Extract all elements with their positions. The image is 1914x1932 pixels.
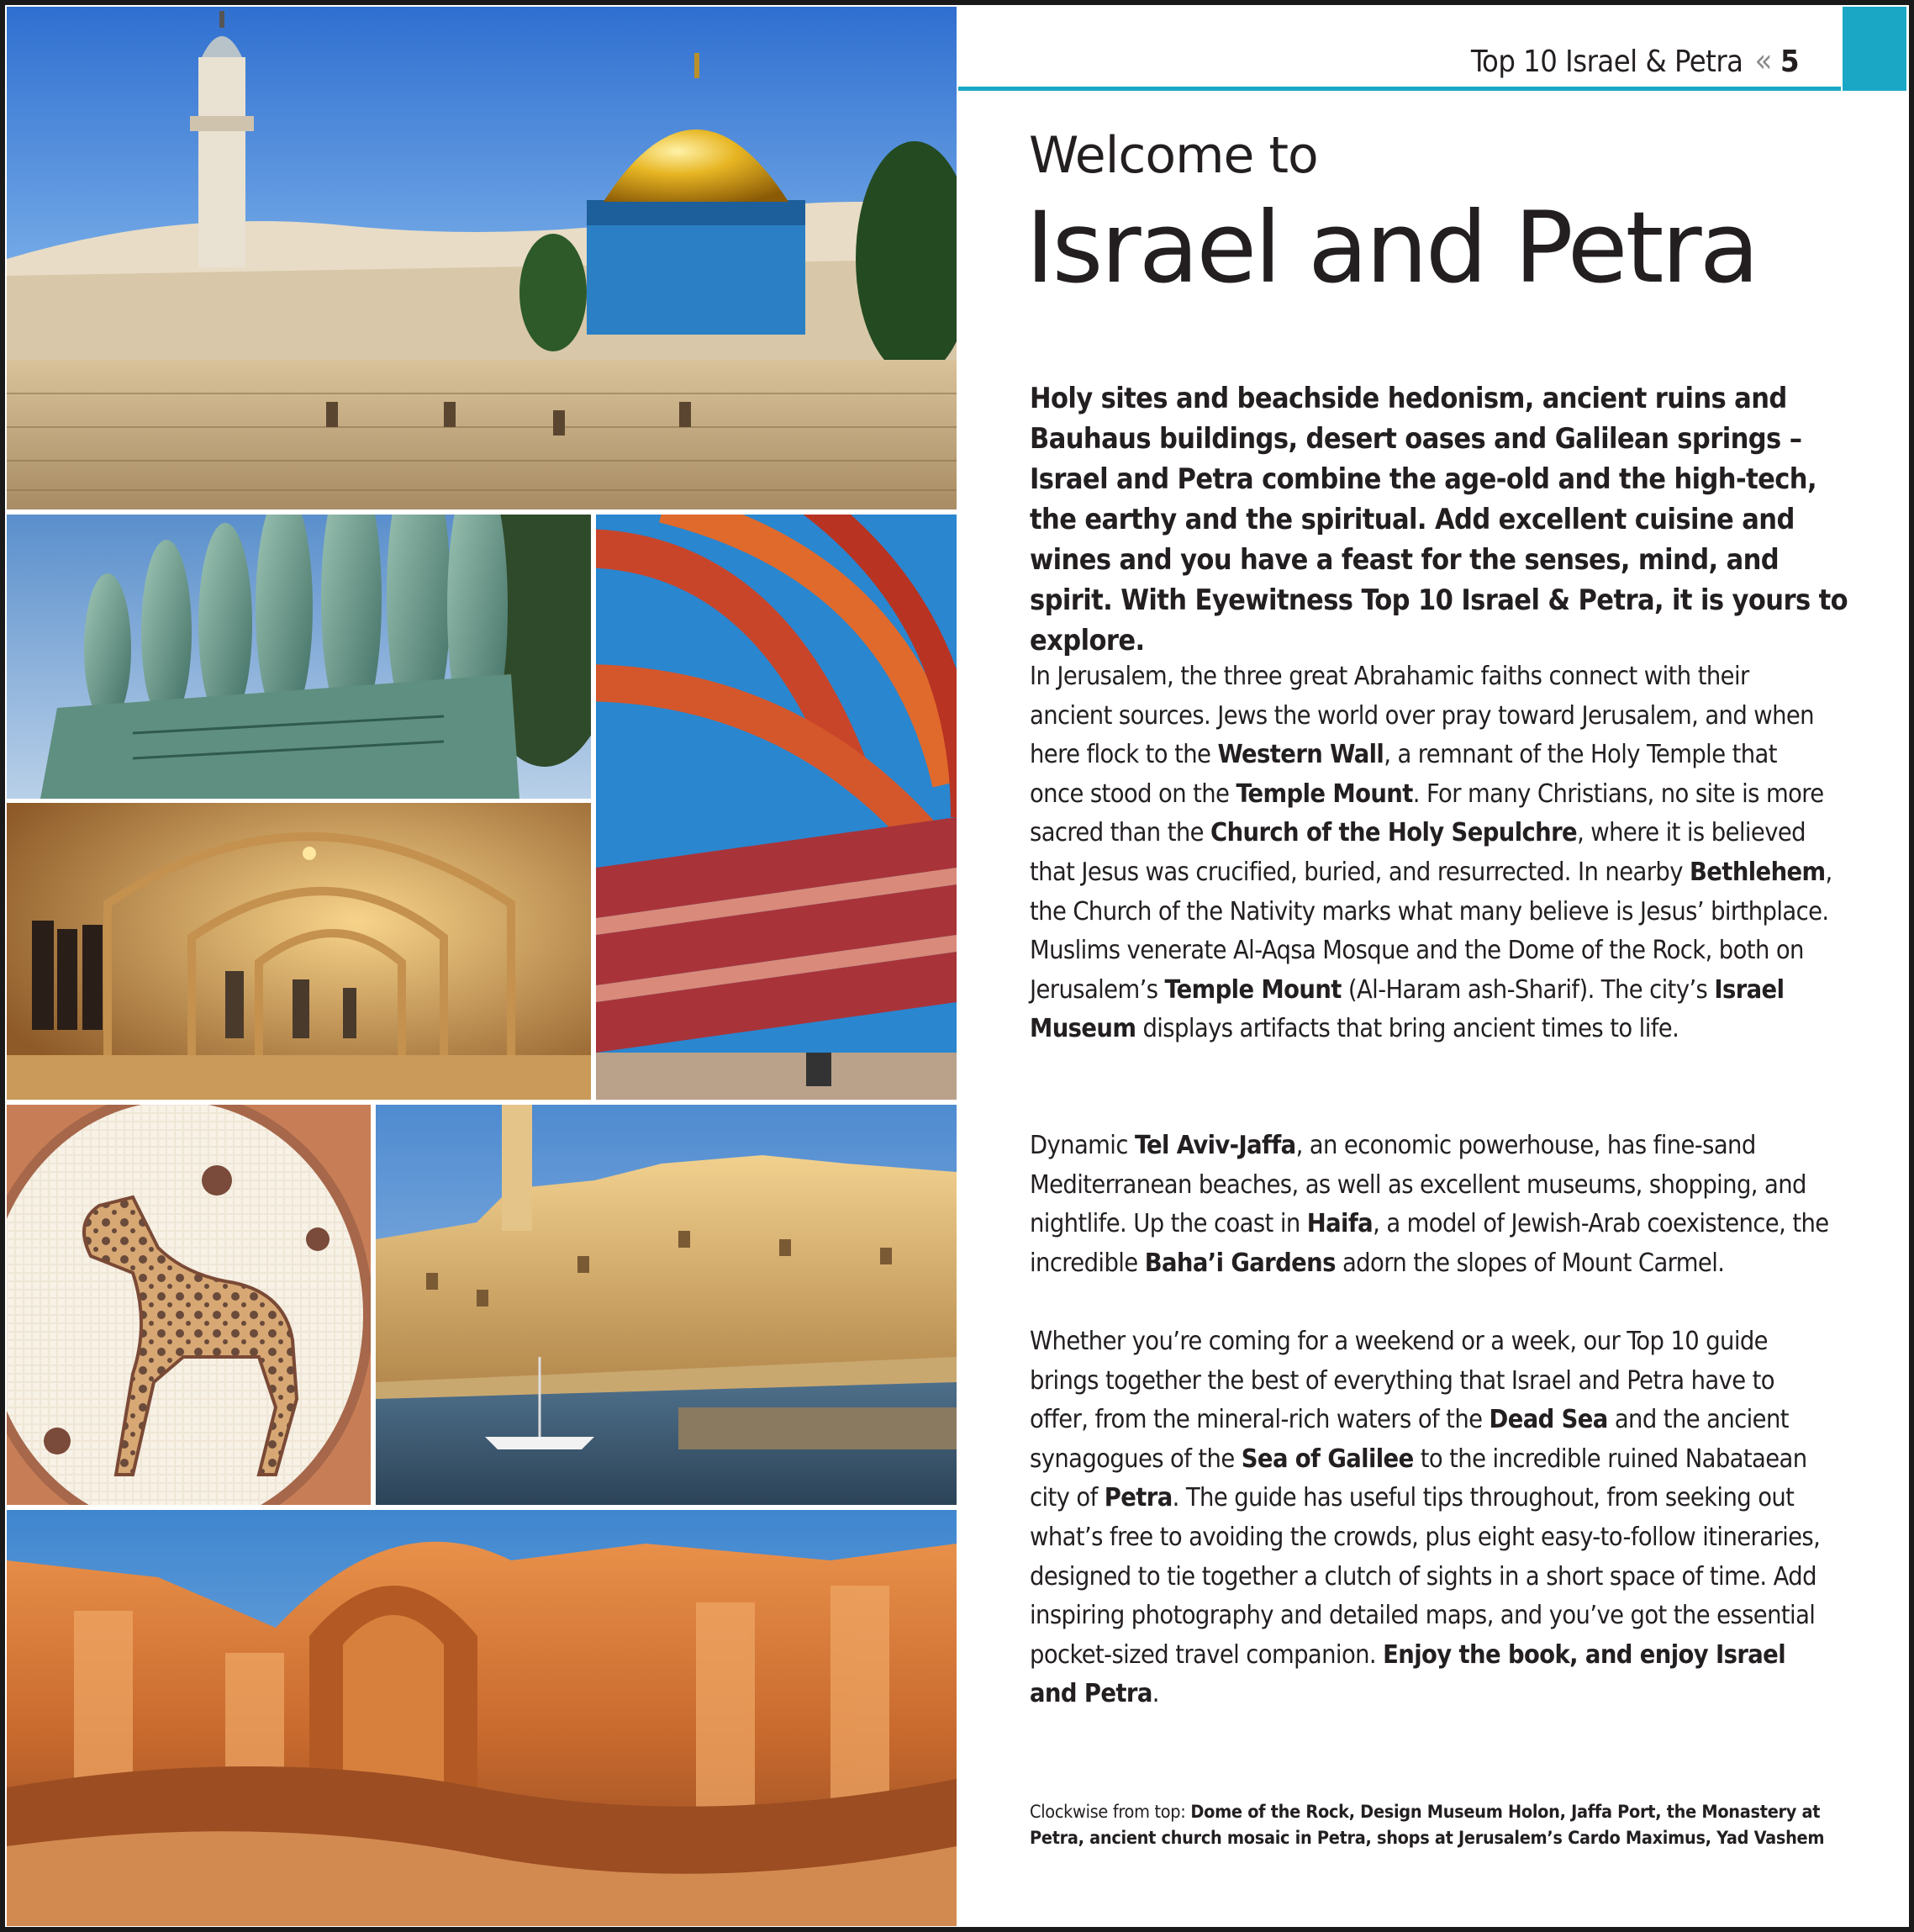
header-rule	[958, 87, 1841, 91]
title-kicker: Welcome to	[1029, 126, 1318, 185]
highlight-temple-mount: Temple Mount	[1236, 779, 1413, 809]
running-head	[958, 42, 1799, 79]
chevron-icon: «	[1754, 42, 1772, 79]
page-title: Israel and Petra	[1026, 190, 1758, 305]
caption-items: Dome of the Rock, Design Museum Holon, Jaffa Port, the Monastery at Petra, ancient church mosaic in Petra, shops at Jerusalem’s Cardo Maximus, Yad Vashem	[1030, 1802, 1825, 1849]
page-number: 5	[1780, 45, 1799, 79]
highlight-haifa: Haifa	[1306, 1209, 1374, 1239]
design-museum-holon-photo	[596, 515, 957, 1100]
church-mosaic-photo	[7, 1105, 371, 1505]
lead-paragraph: Holy sites and beachside hedonism, ancient ruins and Bauhaus buildings, desert oases and Galilean springs – Israel and Petra combine the age-old and the high-tech, the earthy and the spiritual. Add excellent cuisine and wines and you have a feast for the senses, mind, and spirit. With Eyewitness Top 10 Israel & Petra, it is yours to explore.	[1030, 382, 1848, 657]
highlight-bethlehem: Bethlehem	[1689, 857, 1826, 887]
caption-prefix: Clockwise from top:	[1030, 1802, 1191, 1823]
petra-monastery-photo	[7, 1510, 957, 1926]
highlight-sea-of-galilee: Sea of Galilee	[1241, 1444, 1414, 1474]
header-tab	[1843, 7, 1906, 91]
yad-vashem-photo	[7, 515, 591, 799]
photo-caption	[1030, 1799, 1853, 1851]
body-paragraph-tel-aviv: Dynamic Tel Aviv-Jaffa, an economic powerhouse, has fine-sand Mediterranean beaches, as well as excellent museums, shopping, and nightlife. Up the coast in Haifa, a model of Jewish-Arab coexistence, the incredible Baha’i Gardens adorn the slopes of Mount Carmel.	[1030, 1131, 1829, 1278]
highlight-tel-aviv-jaffa: Tel Aviv-Jaffa	[1134, 1131, 1296, 1160]
highlight-bahai-gardens: Baha’i Gardens	[1144, 1248, 1336, 1278]
highlight-temple-mount-2: Temple Mount	[1164, 974, 1342, 1005]
photo-collage	[7, 7, 957, 1926]
body-paragraph-jerusalem: In Jerusalem, the three great Abrahamic faiths connect with their ancient sources. Jews the world over pray toward Jerusalem, and when here flock to the Western Wall, a remnant of the Holy Temple that once stood on the Temple Mount. For many Christians, no site is more sacred than the Church of the Holy Sepulchre, where it is believed that Jesus was crucified, buried, and resurrected. In nearby Bethlehem, the Church of the Nativity marks what many believe is Jesus’ birthplace. Muslims venerate Al-Aqsa Mosque and the Dome of the Rock, both on Jerusalem’s Temple Mount (Al-Haram ash-Sharif). The city’s Israel Museum displays artifacts that bring ancient times to life.	[1030, 662, 1832, 1044]
highlight-enjoy: Enjoy the book, and enjoy Israel and Petra	[1030, 1639, 1785, 1709]
cardo-maximus-photo	[7, 803, 591, 1100]
highlight-western-wall: Western Wall	[1217, 740, 1384, 770]
jaffa-port-photo	[376, 1105, 957, 1505]
body-paragraph-guide: Whether you’re coming for a weekend or a week, our Top 10 guide brings together the best of everything that Israel and Petra have to offer, from the mineral-rich waters of the Dead Sea and the ancient synagogues of the Sea of Galilee to the incredible ruined Nabataean city of Petra. The guide has useful tips throughout, from seeking out what’s free to avoiding the crowds, plus eight easy-to-follow itineraries, designed to tie together a clutch of sights in a short space of time. Add inspiring photography and detailed maps, and you’ve got the essential pocket-sized travel companion. Enjoy the book, and enjoy Israel and Petra.	[1030, 1327, 1821, 1709]
highlight-holy-sepulchre: Church of the Holy Sepulchre	[1210, 818, 1578, 848]
dome-of-the-rock-photo	[7, 7, 957, 509]
highlight-petra: Petra	[1104, 1483, 1173, 1513]
highlight-israel-museum: Israel Museum	[1030, 974, 1785, 1044]
running-title: Top 10 Israel & Petra	[1470, 45, 1743, 79]
highlight-dead-sea: Dead Sea	[1489, 1405, 1608, 1435]
